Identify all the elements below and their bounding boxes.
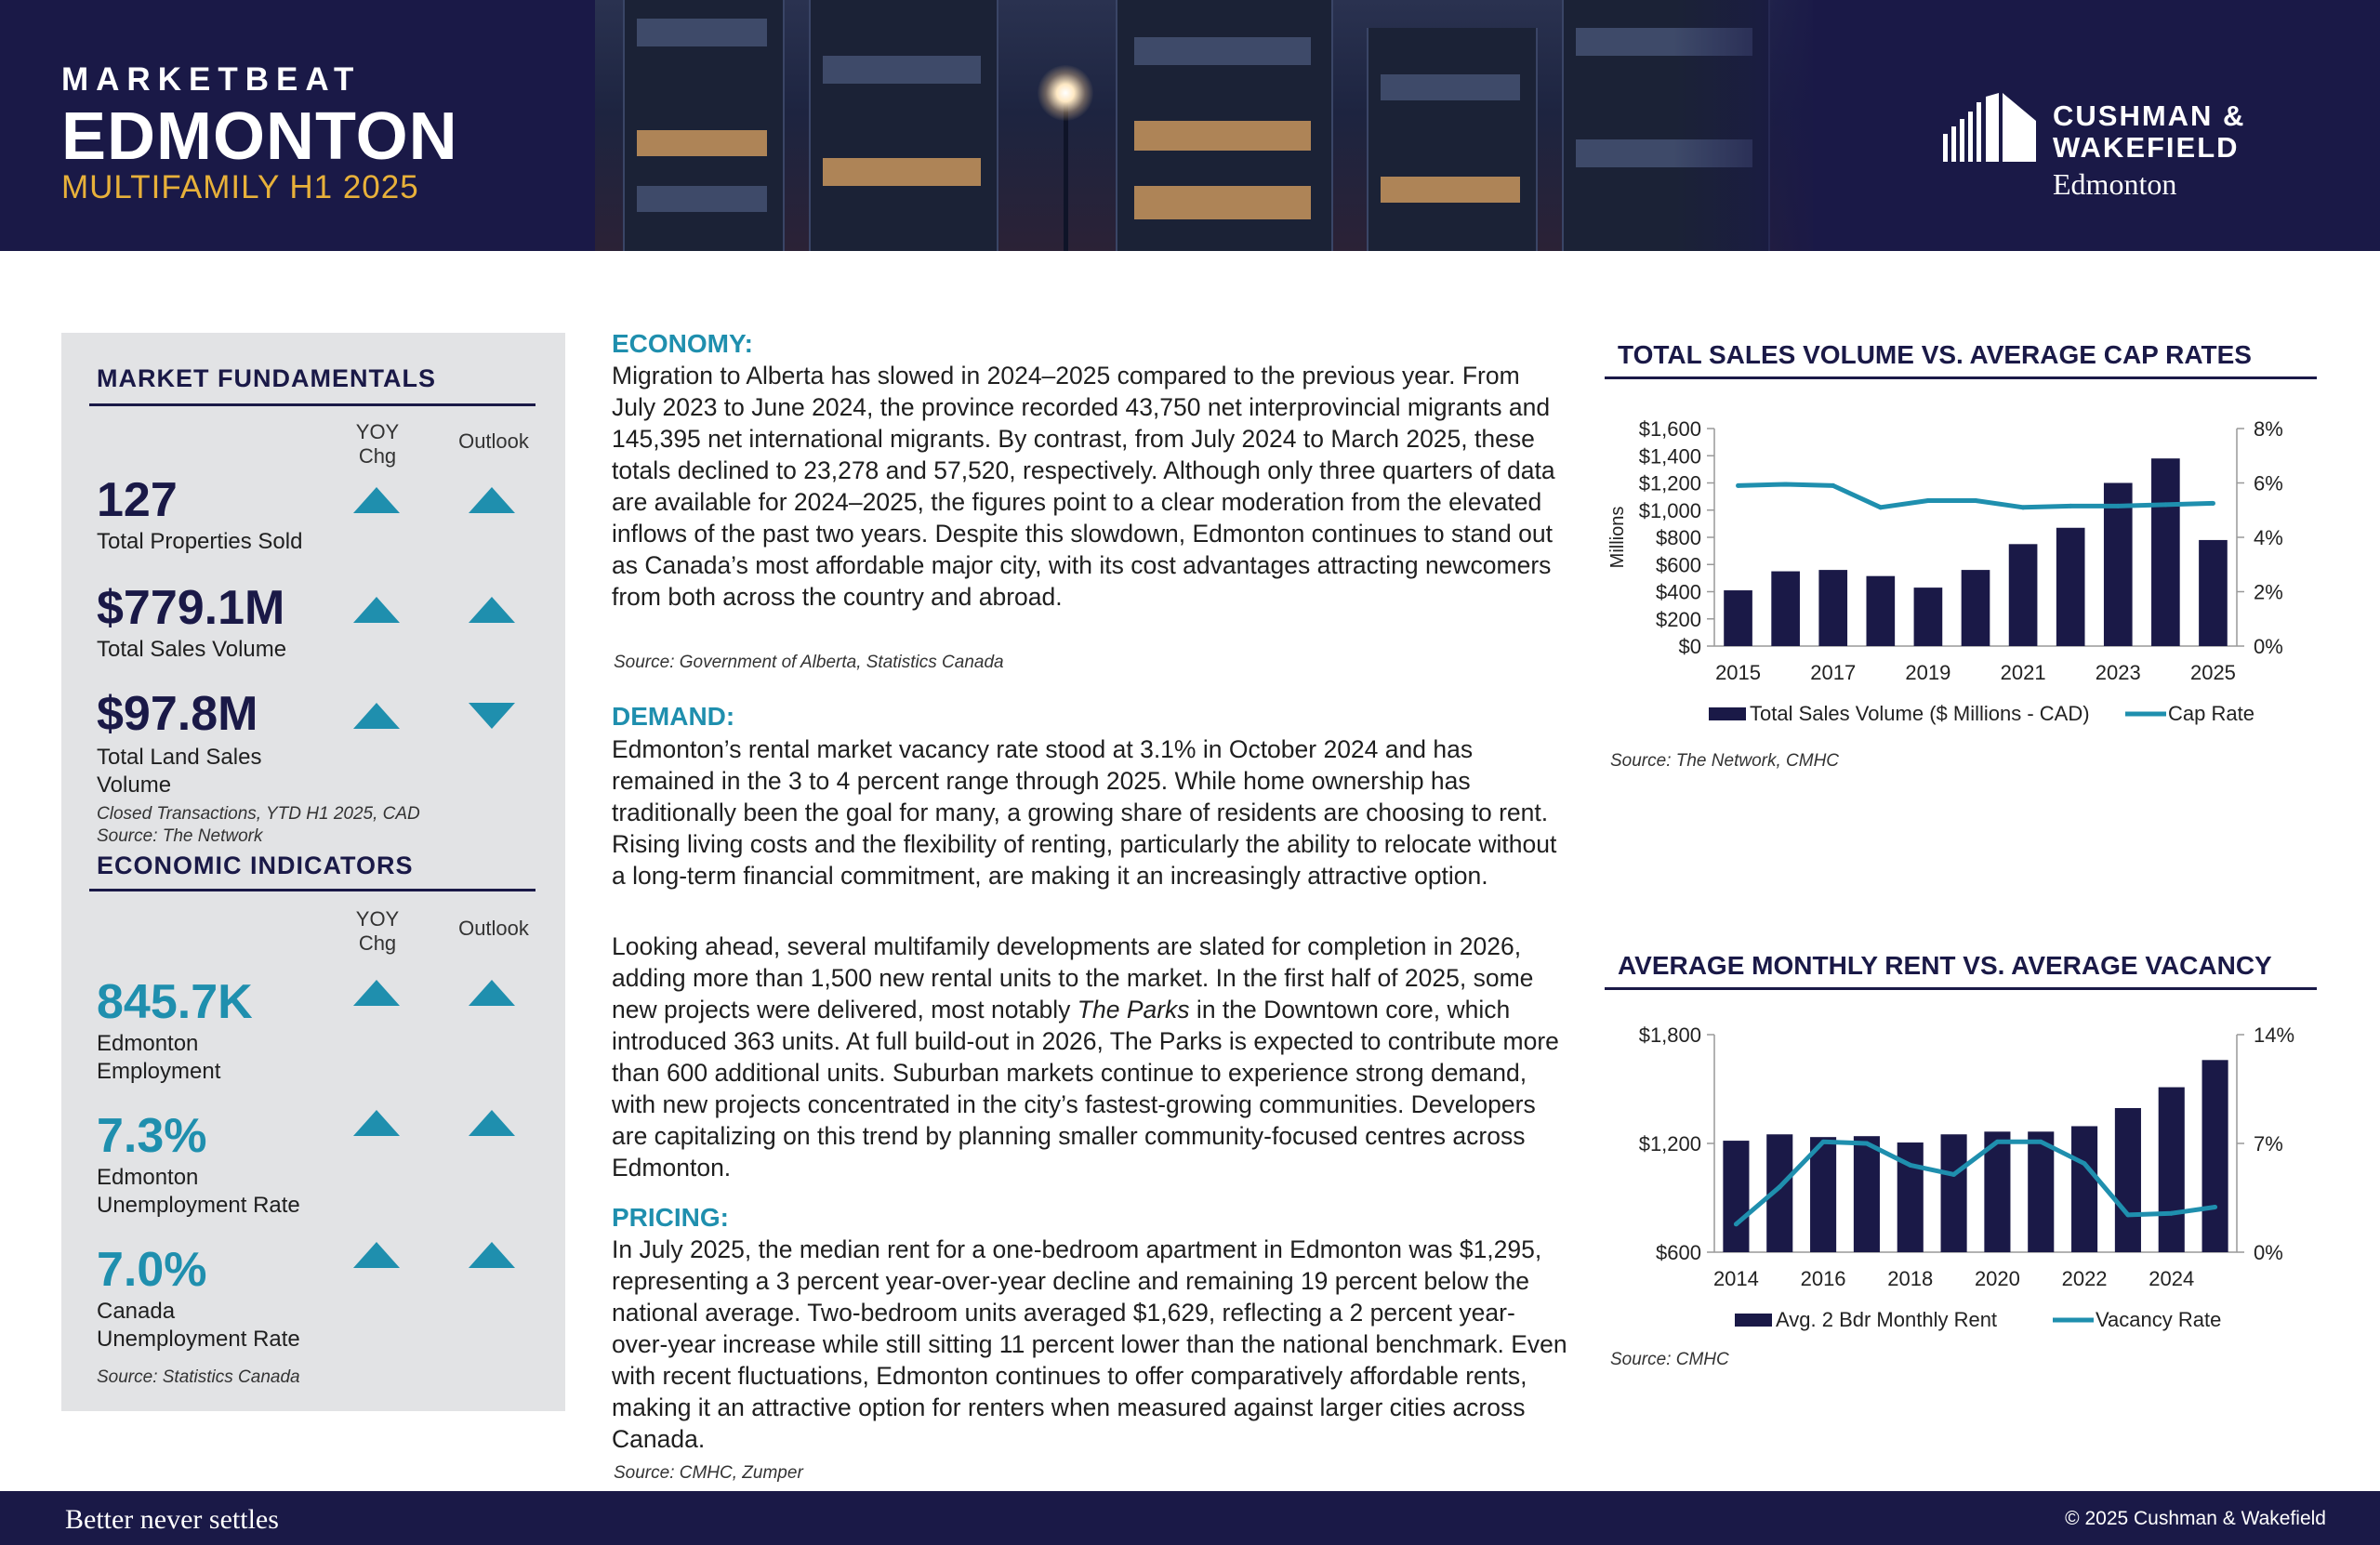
line-point bbox=[1778, 1184, 1782, 1189]
line-point bbox=[1821, 1140, 1826, 1144]
economic-indicators-heading: ECONOMIC INDICATORS bbox=[97, 852, 414, 879]
bar bbox=[2028, 1131, 2054, 1252]
bar bbox=[2009, 544, 2038, 646]
y-tick-label: $1,200 bbox=[1638, 471, 1701, 495]
yoy-up-arrow-icon bbox=[353, 487, 400, 513]
line-point bbox=[2021, 505, 2026, 509]
col-yoy-header: YOY Chg bbox=[355, 420, 400, 468]
bar bbox=[2199, 540, 2228, 646]
line-point bbox=[1974, 498, 1978, 503]
bar bbox=[2115, 1108, 2141, 1252]
divider bbox=[1605, 376, 2317, 379]
metric-label: Total Sales Volume bbox=[97, 637, 287, 662]
line-point bbox=[2039, 1140, 2043, 1144]
y-tick-label: $0 bbox=[1678, 635, 1701, 658]
x-tick-label: 2015 bbox=[1715, 661, 1762, 684]
line-point bbox=[2169, 1211, 2174, 1216]
bar bbox=[2151, 458, 2180, 646]
y-tick-label: $1,400 bbox=[1638, 444, 1701, 469]
street-lamp-light bbox=[1038, 65, 1093, 121]
metric-value: $779.1M bbox=[97, 581, 285, 635]
logo-office: Edmonton bbox=[2053, 167, 2177, 201]
chart1-title: TOTAL SALES VOLUME VS. AVERAGE CAP RATES bbox=[1618, 340, 2252, 369]
divider bbox=[89, 403, 536, 406]
x-tick-label: 2016 bbox=[1800, 1267, 1846, 1290]
bar bbox=[1866, 576, 1895, 646]
metric-value: 845.7K bbox=[97, 975, 253, 1029]
divider bbox=[1605, 987, 2317, 990]
fundamentals-source: Source: The Network bbox=[97, 826, 263, 846]
sales-vs-cap-rate-chart bbox=[1605, 400, 2330, 744]
metric-label: Total Land Sales Volume bbox=[97, 745, 262, 798]
footer-bar bbox=[0, 1491, 2380, 1545]
line-point bbox=[1951, 1172, 1956, 1177]
market-fundamentals-heading: MARKET FUNDAMENTALS bbox=[97, 364, 436, 392]
yoy-up-arrow-icon bbox=[353, 1110, 400, 1136]
x-tick-label: 2023 bbox=[2095, 661, 2141, 684]
footer-tagline: Better never settles bbox=[65, 1504, 279, 1535]
line-point bbox=[2163, 502, 2168, 507]
pricing-body: In July 2025, the median rent for a one-bedroom apartment in Edmonton was $1,295, representing a 3 percent year-over-year decline and remaining 19 percent below the national average. Two-bedroom units averaged $1,629, reflecting a 2 percent year-over-year increase while still sitting 11 percent lower than the national benchmark. Even with recent fluctuations, Edmonton continues to offer comparatively affordable rents, making it an attractive option for renters when measured against larger cities across Canada. bbox=[612, 1235, 1567, 1453]
line-point bbox=[2069, 504, 2073, 508]
y2-tick-label: 2% bbox=[2254, 580, 2283, 604]
bar bbox=[2071, 1126, 2097, 1252]
legend-bar-label: Total Sales Volume ($ Millions - CAD) bbox=[1750, 702, 2090, 725]
x-tick-label: 2019 bbox=[1905, 661, 1951, 684]
y-tick-label: $600 bbox=[1656, 553, 1701, 577]
line-point bbox=[1908, 1163, 1912, 1168]
y-tick-label: $800 bbox=[1656, 526, 1701, 549]
outlook-up-arrow-icon bbox=[469, 487, 515, 513]
metric-label: Total Properties Sold bbox=[97, 529, 303, 554]
economy-body: Migration to Alberta has slowed in 2024–2025 compared to the previous year. From July 2023 to June 2024, the province recorded 43,750 net interprovincial migrants and 145,395 net international migrants. By contrast, from July 2024 to March 2025, these totals declined to 23,278 and 57,520, respectively. Although only three quarters of data are available for 2024–2025, the figures point to a clear moderation from the elevated inflows of the past two years. Despite this slowdown, Edmonton continues to stand out as Canada’s most affordable major city, with its cost advantages attracting newcomers from both across the country and abroad. bbox=[612, 362, 1555, 611]
yoy-up-arrow-icon bbox=[353, 597, 400, 623]
outlook-up-arrow-icon bbox=[469, 1242, 515, 1268]
yoy-up-arrow-icon bbox=[353, 1242, 400, 1268]
line-point bbox=[1734, 1221, 1739, 1226]
bar bbox=[2202, 1060, 2228, 1252]
x-tick-label: 2017 bbox=[1810, 661, 1857, 684]
report-series: MARKETBEAT bbox=[61, 61, 362, 98]
yoy-up-arrow-icon bbox=[353, 980, 400, 1006]
legend-line-label: Vacancy Rate bbox=[2096, 1308, 2222, 1331]
line-point bbox=[2082, 1161, 2087, 1166]
x-tick-label: 2020 bbox=[1974, 1267, 2020, 1290]
logo-text-line1: CUSHMAN & bbox=[2053, 99, 2246, 132]
y2-tick-label: 8% bbox=[2254, 417, 2283, 441]
bar bbox=[1941, 1134, 1967, 1252]
demand-heading: DEMAND: bbox=[612, 702, 735, 731]
y-tick-label: $1,000 bbox=[1638, 498, 1701, 522]
col-outlook-header: Outlook bbox=[458, 429, 529, 453]
x-tick-label: 2021 bbox=[2000, 661, 2046, 684]
chart1-source: Source: The Network, CMHC bbox=[1610, 751, 1840, 771]
header-banner bbox=[0, 0, 2380, 251]
header-photo bbox=[595, 0, 1813, 251]
line-point bbox=[1878, 505, 1883, 509]
y-tick-label: $200 bbox=[1656, 607, 1701, 631]
bar bbox=[1962, 570, 1990, 646]
pricing-source: Source: CMHC, Zumper bbox=[614, 1463, 803, 1483]
metric-value: $97.8M bbox=[97, 687, 258, 741]
line-point bbox=[2213, 1205, 2217, 1209]
indicators-source: Source: Statistics Canada bbox=[97, 1367, 300, 1387]
y-axis-title: Millions bbox=[1607, 506, 1628, 569]
economy-source: Source: Government of Alberta, Statistics Canada bbox=[614, 653, 1004, 672]
economy-heading: ECONOMY: bbox=[612, 329, 753, 358]
y2-tick-label: 0% bbox=[2254, 1241, 2283, 1264]
footer-copyright: © 2025 Cushman & Wakefield bbox=[2065, 1508, 2326, 1529]
metric-label: Canada Unemployment Rate bbox=[97, 1299, 300, 1352]
y2-tick-label: 14% bbox=[2254, 1023, 2295, 1047]
line-point bbox=[1736, 483, 1740, 488]
line-point bbox=[1831, 483, 1835, 488]
y-tick-label: $1,800 bbox=[1638, 1023, 1701, 1047]
y-tick-label: $1,200 bbox=[1638, 1132, 1701, 1155]
chart2-source: Source: CMHC bbox=[1610, 1350, 1729, 1369]
series-line bbox=[1736, 1142, 2215, 1224]
rent-vs-vacancy-chart bbox=[1605, 1010, 2330, 1331]
pricing-heading: PRICING: bbox=[612, 1203, 729, 1232]
legend-line-label: Cap Rate bbox=[2168, 702, 2254, 725]
x-tick-label: 2014 bbox=[1712, 1267, 1759, 1290]
line-point bbox=[1864, 1142, 1869, 1146]
legend-bar-label: Avg. 2 Bdr Monthly Rent bbox=[1776, 1308, 1998, 1331]
metric-value: 127 bbox=[97, 473, 178, 527]
bar bbox=[1818, 570, 1847, 646]
outlook-down-arrow-icon bbox=[469, 703, 515, 729]
col-yoy-header: YOY Chg bbox=[355, 907, 400, 955]
divider bbox=[89, 889, 536, 891]
outlook-up-arrow-icon bbox=[469, 980, 515, 1006]
metric-label: Edmonton Unemployment Rate bbox=[97, 1165, 300, 1218]
y-tick-label: $600 bbox=[1656, 1241, 1701, 1264]
bar bbox=[1724, 590, 1752, 646]
fundamentals-panel bbox=[61, 333, 565, 1411]
y2-tick-label: 6% bbox=[2254, 471, 2283, 495]
y-tick-label: $1,600 bbox=[1638, 417, 1701, 441]
bar bbox=[1771, 572, 1800, 646]
fundamentals-note: Closed Transactions, YTD H1 2025, CAD bbox=[97, 804, 420, 824]
y2-tick-label: 7% bbox=[2254, 1132, 2283, 1155]
bar bbox=[2159, 1088, 2185, 1252]
demand-body-2: Looking ahead, several multifamily developments are slated for completion in 2026, adding more than 1,500 new rental units to the market. In the first half of 2025, some new projects were delivered, most notably The Parks in the Downtown core, which introduced 363 units. At full build-out in 2026, The Parks is expected to contribute more than 600 additional units. Suburban markets continue to experience strong demand, with new projects concentrated in the city’s fastest-growing communities. Developers are capitalizing on this trend by planning smaller community-focused centres across Edmonton. bbox=[612, 932, 1559, 1182]
line-point bbox=[1995, 1140, 2000, 1144]
bar bbox=[1723, 1141, 1749, 1252]
report-subtitle: MULTIFAMILY H1 2025 bbox=[61, 169, 419, 205]
legend-bar-swatch bbox=[1709, 707, 1746, 720]
legend-bar-swatch bbox=[1735, 1314, 1772, 1327]
yoy-up-arrow-icon bbox=[353, 703, 400, 729]
demand-body-1: Edmonton’s rental market vacancy rate stood at 3.1% in October 2024 and has remained in the 3 to 4 percent range through 2025. While home ownership has traditionally been the goal for many, a growing share of residents are choosing to rent. Rising living costs and the flexibility of renting, particularly the ability to relocate without a long-term financial commitment, are making it an increasingly attractive option. bbox=[612, 735, 1557, 890]
x-tick-label: 2018 bbox=[1887, 1267, 1934, 1290]
bar bbox=[2056, 528, 2085, 646]
chart2-title: AVERAGE MONTHLY RENT VS. AVERAGE VACANCY bbox=[1618, 951, 2272, 980]
line-point bbox=[2211, 501, 2215, 506]
x-tick-label: 2025 bbox=[2189, 661, 2236, 684]
col-outlook-header: Outlook bbox=[458, 917, 529, 940]
line-point bbox=[2116, 504, 2121, 508]
y2-tick-label: 0% bbox=[2254, 635, 2283, 658]
metric-label: Edmonton Employment bbox=[97, 1031, 221, 1084]
metric-value: 7.0% bbox=[97, 1243, 207, 1297]
y-tick-label: $400 bbox=[1656, 580, 1701, 604]
line-point bbox=[1783, 482, 1788, 486]
metric-value: 7.3% bbox=[97, 1109, 207, 1163]
bar bbox=[1854, 1136, 1880, 1252]
report-city: EDMONTON bbox=[61, 99, 458, 174]
logo-bars-icon bbox=[1943, 93, 2038, 162]
outlook-up-arrow-icon bbox=[469, 1110, 515, 1136]
line-point bbox=[2125, 1212, 2130, 1217]
line-point bbox=[1925, 498, 1930, 503]
series-line bbox=[1739, 484, 2214, 508]
project-name: The Parks bbox=[1077, 996, 1190, 1023]
outlook-up-arrow-icon bbox=[469, 597, 515, 623]
cushman-wakefield-logo bbox=[1943, 89, 2278, 201]
x-tick-label: 2024 bbox=[2149, 1267, 2195, 1290]
logo-text-line2: WAKEFIELD bbox=[2053, 131, 2240, 164]
x-tick-label: 2022 bbox=[2061, 1267, 2108, 1290]
bar bbox=[1914, 588, 1943, 646]
y2-tick-label: 4% bbox=[2254, 526, 2283, 549]
